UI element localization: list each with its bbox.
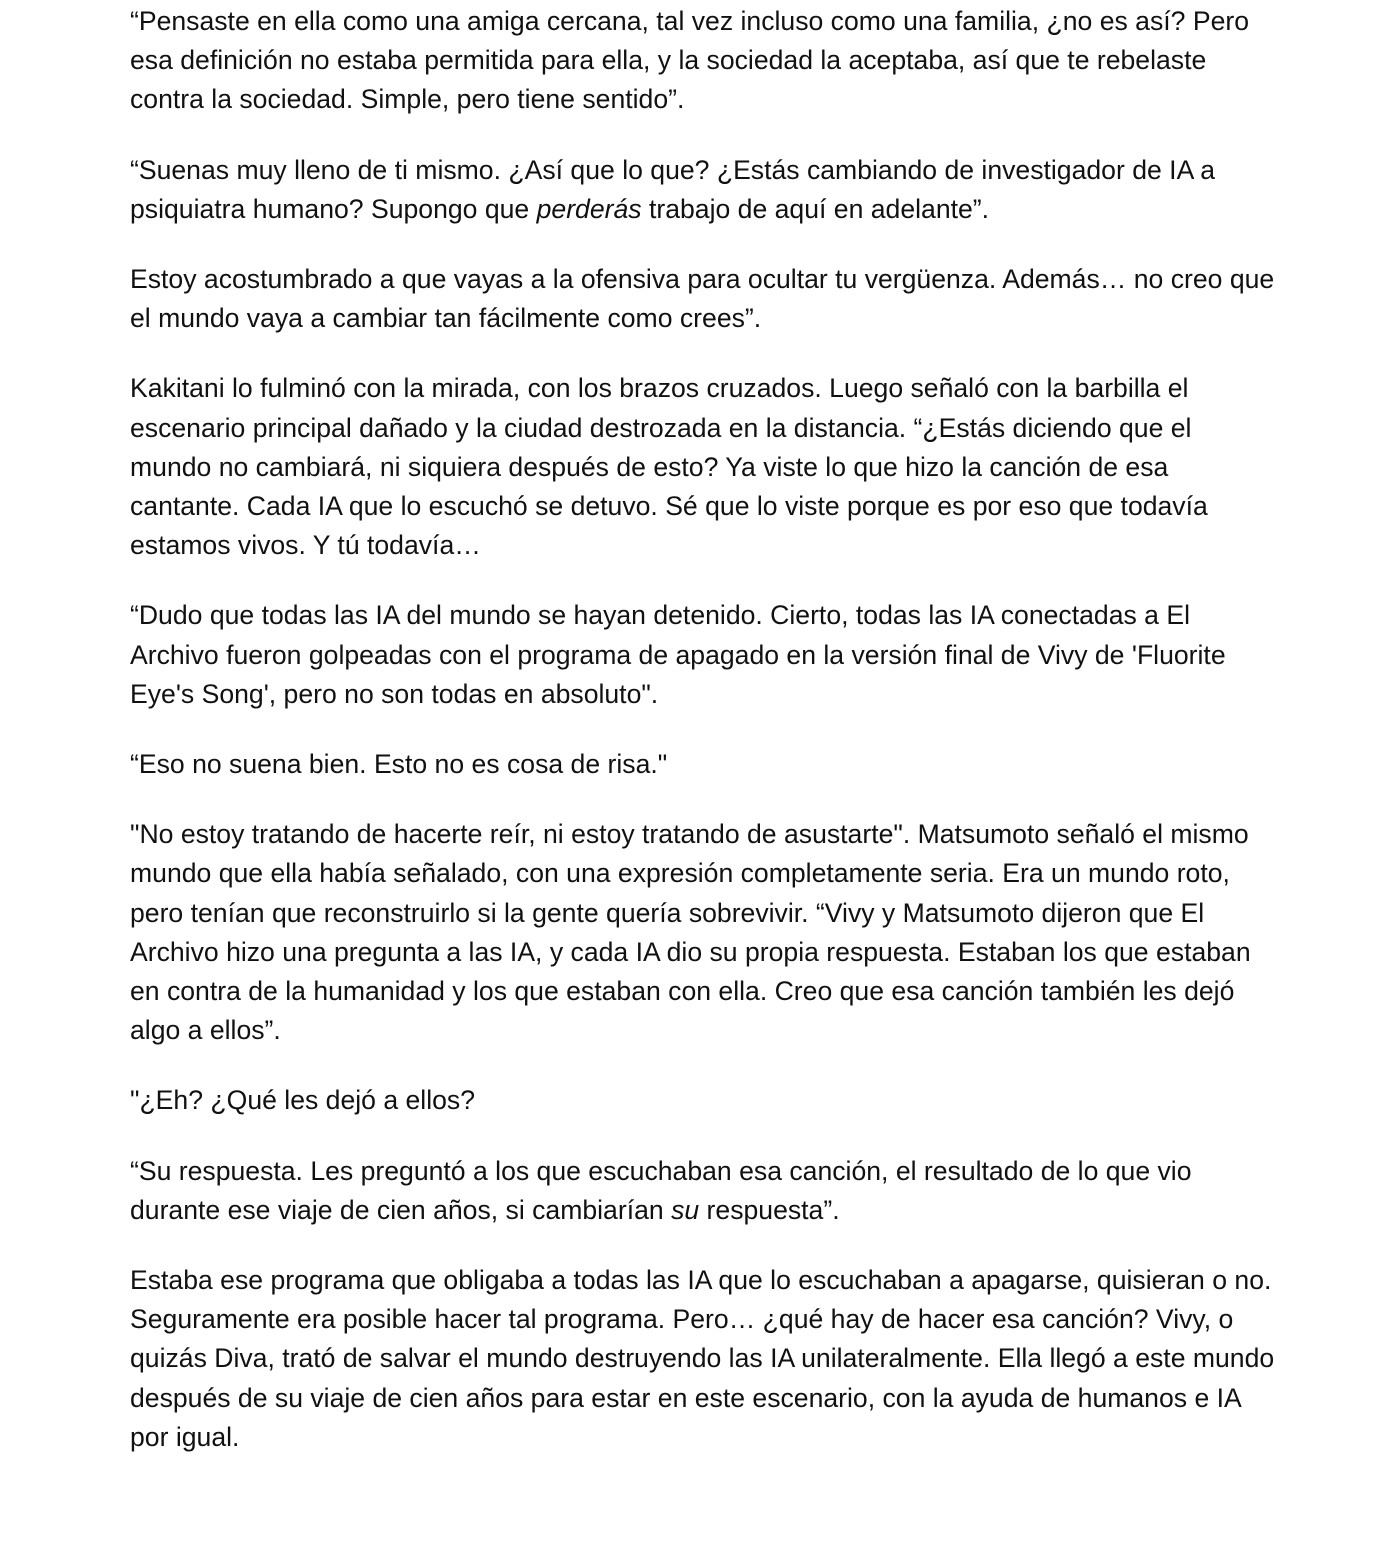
paragraph-text: “Suenas muy lleno de ti mismo. ¿Así que lo que? ¿Estás cambiando de investigador de IA a psiquiatra humano? Supongo que	[130, 154, 1216, 224]
paragraph-text: “Su respuesta. Les preguntó a los que escuchaban esa canción, el resultado de lo que vio durante ese viaje de cien años, si cambiarían	[130, 1155, 1192, 1225]
italic-text: su	[671, 1194, 700, 1225]
paragraph-text: "¿Eh? ¿Qué les dejó a ellos?	[130, 1085, 476, 1116]
paragraph	[130, 596, 1280, 714]
paragraph-text: "No estoy tratando de hacerte reír, ni estoy tratando de asustarte". Matsumoto señaló el mismo mundo que ella había señalado, con una expresión completamente seria. Era un mundo roto, pero tenían que reconstruirlo si la gente quería sobrevivir. “Vivy y Matsumoto dijeron que El Archivo hizo una pregunta a las IA, y cada IA dio su propia respuesta. Estaban los que estaban en contra de la humanidad y los que estaban con ella. Creo que esa canción también les dejó algo a ellos”.	[130, 819, 1251, 1046]
document-page	[130, 2, 1280, 1488]
paragraph	[130, 1261, 1280, 1457]
paragraph	[130, 260, 1280, 338]
italic-text: perderás	[536, 193, 642, 224]
paragraph-text: “Eso no suena bien. Esto no es cosa de risa."	[130, 749, 668, 780]
paragraph-text: Estaba ese programa que obligaba a todas las IA que lo escuchaban a apagarse, quisieran o no. Seguramente era posible hacer tal programa. Pero… ¿qué hay de hacer esa canción? Vivy, o quizás Diva, trató de salvar el mundo destruyendo las IA unilateralmente. Ella llegó a este mundo después de su viaje de cien años para estar en este escenario, con la ayuda de humanos e IA por igual.	[130, 1265, 1275, 1452]
paragraph-text: Kakitani lo fulminó con la mirada, con los brazos cruzados. Luego señaló con la barbilla el escenario principal dañado y la ciudad destrozada en la distancia. “¿Estás diciendo que el mundo no cambiará, ni siquiera después de esto? Ya viste lo que hizo la canción de esa cantante. Cada IA que lo escuchó se detuvo. Sé que lo viste porque es por eso que todavía estamos vivos. Y tú todavía…	[130, 373, 1208, 561]
paragraph	[130, 815, 1280, 1050]
paragraph-text: Estoy acostumbrado a que vayas a la ofensiva para ocultar tu vergüenza. Además… no creo que el mundo vaya a cambiar tan fácilmente como crees”.	[130, 264, 1275, 334]
paragraph-text: trabajo de aquí en adelante”.	[641, 193, 990, 224]
paragraph	[130, 369, 1280, 565]
paragraph	[130, 2, 1280, 120]
paragraph	[130, 1152, 1280, 1230]
paragraph-text: respuesta”.	[699, 1194, 840, 1225]
paragraph-text: “Pensaste en ella como una amiga cercana, tal vez incluso como una familia, ¿no es así? Pero esa definición no estaba permitida para ella, y la sociedad la aceptaba, así que te rebelaste contra la sociedad. Simple, pero tiene sentido”.	[130, 6, 1250, 115]
paragraph	[130, 1081, 1280, 1120]
paragraph	[130, 151, 1280, 229]
paragraph-text: “Dudo que todas las IA del mundo se hayan detenido. Cierto, todas las IA conectadas a El Archivo fueron golpeadas con el programa de apagado en la versión final de Vivy de 'Fluorite Eye's Song', pero no son todas en absoluto".	[130, 600, 1226, 709]
paragraph	[130, 745, 1280, 784]
